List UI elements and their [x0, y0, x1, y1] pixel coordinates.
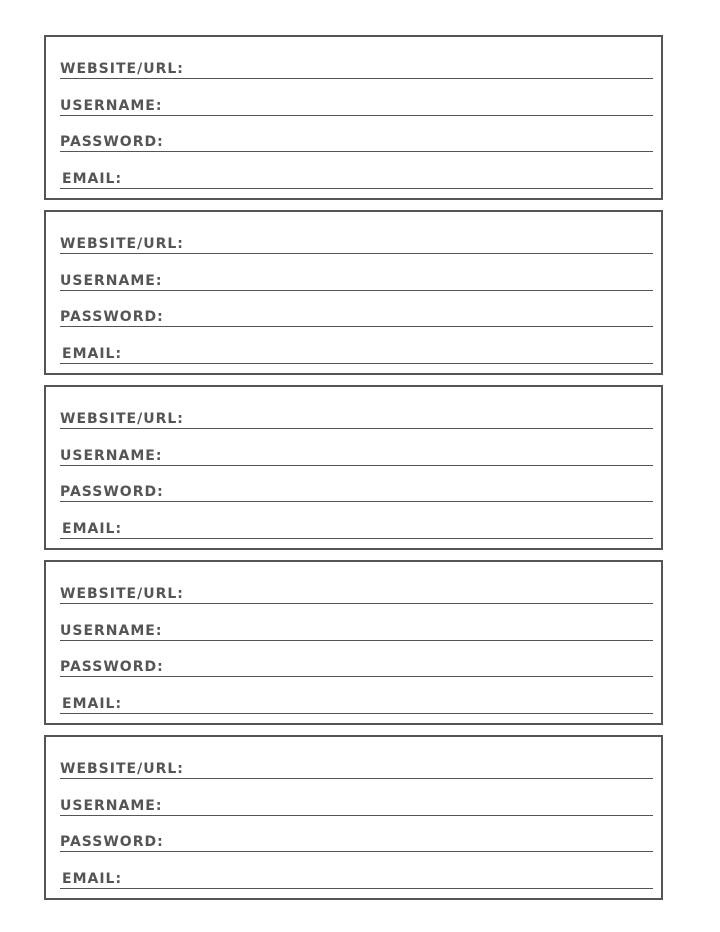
account-card — [44, 560, 663, 725]
username-field[interactable] — [60, 93, 653, 116]
website-url-label: WEBSITE/URL: — [60, 761, 184, 777]
email-label: EMAIL: — [62, 696, 123, 712]
account-card — [44, 35, 663, 200]
website-url-field[interactable] — [60, 406, 653, 429]
password-label: PASSWORD: — [60, 834, 164, 850]
username-label: USERNAME: — [60, 798, 163, 814]
username-field[interactable] — [60, 443, 653, 466]
website-url-label: WEBSITE/URL: — [60, 61, 184, 77]
email-field[interactable] — [60, 691, 653, 714]
email-label: EMAIL: — [62, 521, 123, 537]
account-card — [44, 735, 663, 900]
password-field[interactable] — [60, 829, 653, 852]
username-label: USERNAME: — [60, 448, 163, 464]
website-url-field[interactable] — [60, 756, 653, 779]
email-label: EMAIL: — [62, 871, 123, 887]
password-label: PASSWORD: — [60, 309, 164, 325]
password-field[interactable] — [60, 479, 653, 502]
password-field[interactable] — [60, 654, 653, 677]
website-url-label: WEBSITE/URL: — [60, 411, 184, 427]
website-url-field[interactable] — [60, 231, 653, 254]
email-field[interactable] — [60, 516, 653, 539]
username-label: USERNAME: — [60, 273, 163, 289]
password-field[interactable] — [60, 304, 653, 327]
email-field[interactable] — [60, 166, 653, 189]
username-label: USERNAME: — [60, 98, 163, 114]
username-field[interactable] — [60, 618, 653, 641]
password-field[interactable] — [60, 129, 653, 152]
account-card — [44, 385, 663, 550]
website-url-field[interactable] — [60, 56, 653, 79]
email-label: EMAIL: — [62, 346, 123, 362]
username-field[interactable] — [60, 793, 653, 816]
password-label: PASSWORD: — [60, 484, 164, 500]
website-url-label: WEBSITE/URL: — [60, 586, 184, 602]
email-field[interactable] — [60, 866, 653, 889]
password-label: PASSWORD: — [60, 134, 164, 150]
password-log-sheet — [44, 35, 663, 910]
email-label: EMAIL: — [62, 171, 123, 187]
email-field[interactable] — [60, 341, 653, 364]
password-label: PASSWORD: — [60, 659, 164, 675]
website-url-label: WEBSITE/URL: — [60, 236, 184, 252]
website-url-field[interactable] — [60, 581, 653, 604]
username-label: USERNAME: — [60, 623, 163, 639]
username-field[interactable] — [60, 268, 653, 291]
account-card — [44, 210, 663, 375]
